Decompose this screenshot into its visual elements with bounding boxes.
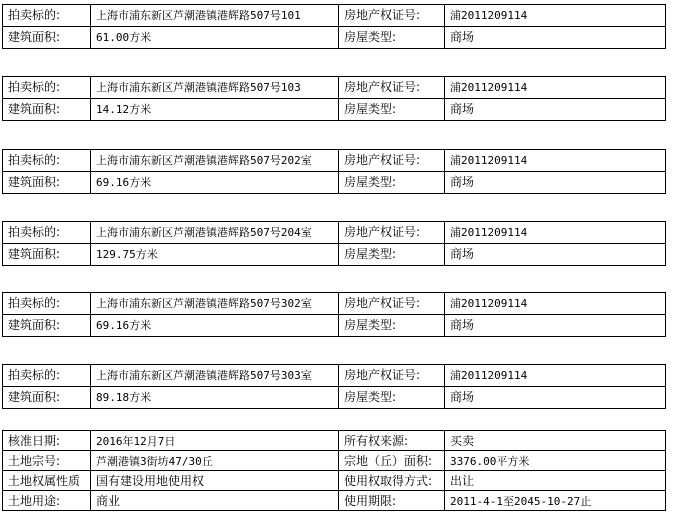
type-label: 房屋类型:: [339, 27, 445, 49]
acquire-method: 出让: [445, 471, 666, 491]
lot-label: 拍卖标的:: [3, 365, 91, 387]
area-label: 建筑面积:: [3, 244, 91, 266]
lot-address: 上海市浦东新区芦潮港镇港辉路507号302室: [91, 293, 339, 315]
lot-address: 上海市浦东新区芦潮港镇港辉路507号202室: [91, 150, 339, 172]
acquire-method-label: 使用权取得方式:: [339, 471, 445, 491]
term-label: 使用期限:: [339, 491, 445, 511]
building-area: 61.00方米: [91, 27, 339, 49]
land-use-label: 土地用途:: [3, 491, 91, 511]
type-label: 房屋类型:: [339, 99, 445, 121]
area-label: 建筑面积:: [3, 315, 91, 337]
cert-label: 房地产权证号:: [339, 5, 445, 27]
cert-number: 浦2011209114: [445, 222, 666, 244]
lot-label: 拍卖标的:: [3, 222, 91, 244]
cert-number: 浦2011209114: [445, 5, 666, 27]
summary-table: [2, 430, 666, 511]
land-right-label: 土地权属性质: [3, 471, 91, 491]
lot-address: 上海市浦东新区芦潮港镇港辉路507号204室: [91, 222, 339, 244]
cert-label: 房地产权证号:: [339, 150, 445, 172]
area-label: 建筑面积:: [3, 387, 91, 409]
cert-number: 浦2011209114: [445, 293, 666, 315]
house-type: 商场: [445, 99, 666, 121]
lot-label: 拍卖标的:: [3, 77, 91, 99]
lot-table-2: [2, 76, 666, 121]
parcel-area-label: 宗地（丘）面积:: [339, 451, 445, 471]
lot-table-3: [2, 149, 666, 194]
house-type: 商场: [445, 387, 666, 409]
cert-label: 房地产权证号:: [339, 365, 445, 387]
ownership-source: 买卖: [445, 431, 666, 451]
building-area: 69.16方米: [91, 315, 339, 337]
house-type: 商场: [445, 244, 666, 266]
lot-label: 拍卖标的:: [3, 150, 91, 172]
approve-date: 2016年12月7日: [91, 431, 339, 451]
building-area: 129.75方米: [91, 244, 339, 266]
type-label: 房屋类型:: [339, 315, 445, 337]
cert-number: 浦2011209114: [445, 150, 666, 172]
cert-label: 房地产权证号:: [339, 222, 445, 244]
land-use: 商业: [91, 491, 339, 511]
approve-date-label: 核准日期:: [3, 431, 91, 451]
cert-number: 浦2011209114: [445, 365, 666, 387]
lot-label: 拍卖标的:: [3, 293, 91, 315]
ownership-source-label: 所有权来源:: [339, 431, 445, 451]
cert-label: 房地产权证号:: [339, 293, 445, 315]
house-type: 商场: [445, 27, 666, 49]
lot-address: 上海市浦东新区芦潮港镇港辉路507号103: [91, 77, 339, 99]
building-area: 69.16方米: [91, 172, 339, 194]
use-term: 2011-4-1至2045-10-27止: [445, 491, 666, 511]
lot-label: 拍卖标的:: [3, 5, 91, 27]
land-right: 国有建设用地使用权: [91, 471, 339, 491]
lot-table-5: [2, 292, 666, 337]
parcel-area: 3376.00平方米: [445, 451, 666, 471]
building-area: 89.18方米: [91, 387, 339, 409]
land-parcel-label: 土地宗号:: [3, 451, 91, 471]
lot-table-6: [2, 364, 666, 409]
lot-address: 上海市浦东新区芦潮港镇港辉路507号303室: [91, 365, 339, 387]
type-label: 房屋类型:: [339, 244, 445, 266]
area-label: 建筑面积:: [3, 99, 91, 121]
lot-address: 上海市浦东新区芦潮港镇港辉路507号101: [91, 5, 339, 27]
house-type: 商场: [445, 315, 666, 337]
land-parcel: 芦潮港镇3街坊47/30丘: [91, 451, 339, 471]
house-type: 商场: [445, 172, 666, 194]
building-area: 14.12方米: [91, 99, 339, 121]
area-label: 建筑面积:: [3, 172, 91, 194]
type-label: 房屋类型:: [339, 172, 445, 194]
lot-table-4: [2, 221, 666, 266]
area-label: 建筑面积:: [3, 27, 91, 49]
cert-label: 房地产权证号:: [339, 77, 445, 99]
cert-number: 浦2011209114: [445, 77, 666, 99]
lot-table-1: [2, 4, 666, 49]
type-label: 房屋类型:: [339, 387, 445, 409]
